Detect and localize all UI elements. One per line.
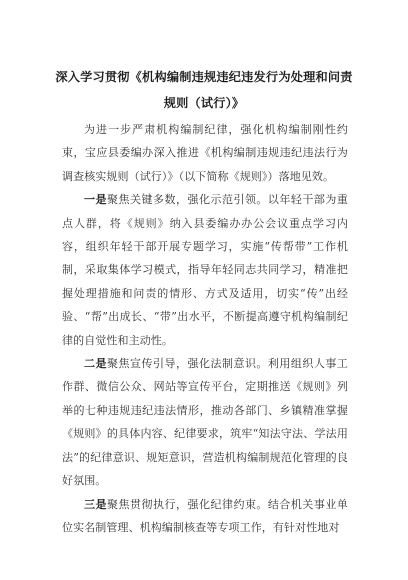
paragraph-lead: 一是 bbox=[84, 193, 107, 207]
document-body bbox=[62, 118, 348, 539]
paragraph-intro bbox=[62, 118, 348, 188]
document-title: 深入学习贯彻《机构编制违规违纪违发行为处理和问责规则（试行）》 bbox=[55, 70, 353, 110]
paragraph-text: 聚焦贯彻执行，强化纪律约束。结合机关事业单位实名制管理、机构编制核查等专项工作，有针对性地对 bbox=[62, 497, 348, 534]
paragraph-text: 聚焦宣传引导，强化法制意识。利用组织人事工作群、微信公众、网站等宣传平台，定期推送《规则》列举的七种违规违纪违法情形，推动各部门、乡镇精准掌握《规则》的具体内容、纪律要求，筑牢“知法守法、学法用法”的纪律意识、规矩意识，营造机构编制规范化管理的良好氛围。 bbox=[62, 357, 348, 488]
paragraph-point-2 bbox=[62, 352, 348, 492]
paragraph-point-1 bbox=[62, 188, 348, 352]
paragraph-text: 聚焦关键多数，强化示范引领。以年轻干部为重点人群，将《规则》纳入县委编办办公会议重点学习内容，组织年轻干部开展专题学习，实施“传帮带”工作机制，采取集体学习模式，指导年轻同志共同学习，精准把握处理措施和问责的情形、方式及适用，切实“传”出经验、“帮”出成长、“带”出水平，不断提高遵守机构编制纪律的自觉性和主动性。 bbox=[62, 193, 348, 347]
paragraph-lead: 二是 bbox=[84, 357, 107, 371]
paragraph-text: 为进一步严肃机构编制纪律，强化机构编制刚性约束，宝应县委编办深入推进《机构编制违规违纪违法行为调查核实规则（试行）》（以下简称《规则》）落地见效。 bbox=[62, 123, 348, 183]
paragraph-point-3 bbox=[62, 493, 348, 540]
paragraph-lead: 三是 bbox=[84, 497, 107, 511]
